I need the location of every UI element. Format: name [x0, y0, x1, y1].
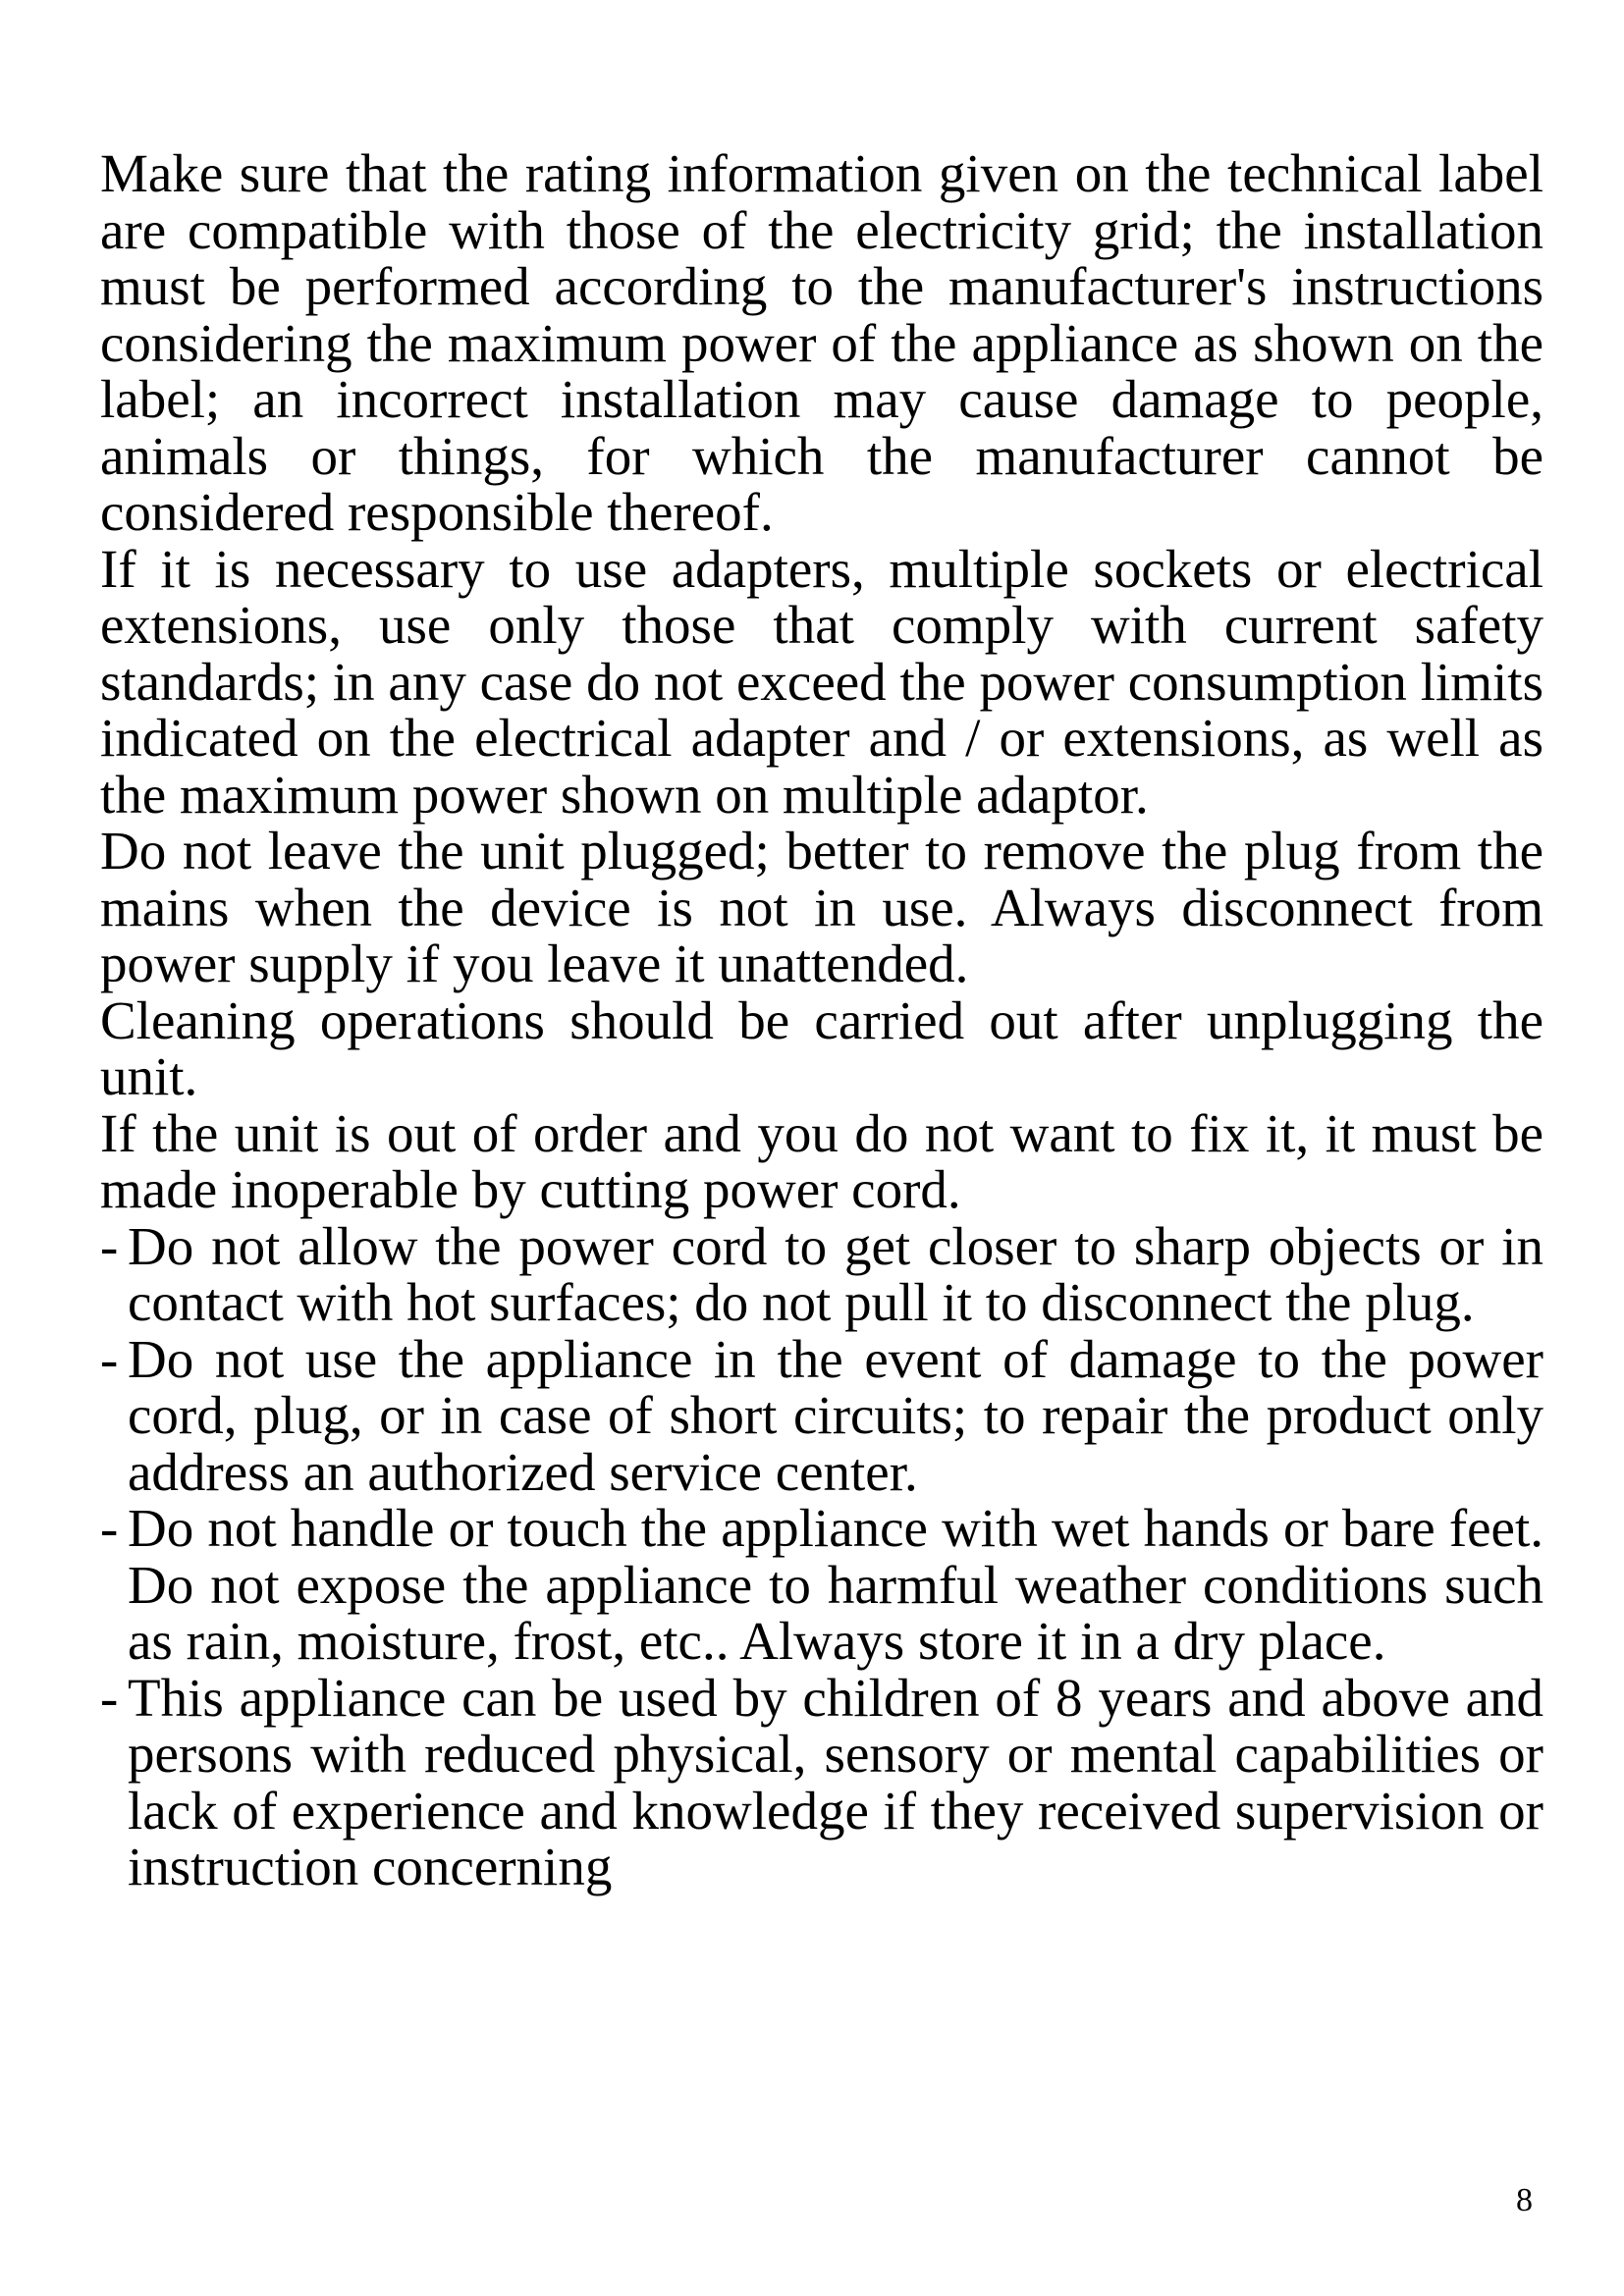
list-item [100, 1500, 1543, 1670]
bullet-text: Do not allow the power cord to get closer to sharp objects or in contact with hot surfaces; do not pull it to disconnect the plug. [128, 1215, 1543, 1332]
list-item [100, 1667, 1543, 1896]
body-text [100, 145, 1543, 1896]
bullet-dash: - [100, 1667, 119, 1728]
bullet-dash: - [100, 1215, 119, 1276]
paragraph-rating-information: Make sure that the rating information given on the technical label are compatible with those of the electricity grid; the installation must be performed according to the manufacturer's instructions considering the maximum power of the appliance as shown on the label; an incorrect installation may cause damage to people, animals or things, for which the manufacturer cannot be considered responsible thereof. [100, 143, 1543, 542]
page-number: 8 [1516, 2182, 1533, 2218]
paragraph-cleaning: Cleaning operations should be carried out after unplugging the unit. [100, 989, 1543, 1106]
safety-bullet-list [100, 1215, 1543, 1896]
paragraph-out-of-order: If the unit is out of order and you do not want to fix it, it must be made inoperable by cutting power cord. [100, 1102, 1543, 1219]
bullet-text: Do not use the appliance in the event of damage to the power cord, plug, or in case of short circuits; to repair the product only address an authorized service center. [128, 1328, 1543, 1502]
bullet-text: Do not handle or touch the appliance with wet hands or bare feet. Do not expose the appliance to harmful weather conditions such as rain, moisture, frost, etc.. Always store it in a dry place. [128, 1498, 1543, 1671]
list-item [100, 1215, 1543, 1332]
bullet-dash: - [100, 1328, 119, 1389]
bullet-text: This appliance can be used by children of 8 years and above and persons with reduced physical, sensory or mental capabilities or lack of experience and knowledge if they received supervision or instruction concerning [128, 1667, 1543, 1896]
paragraph-unplug: Do not leave the unit plugged; better to remove the plug from the mains when the device is not in use. Always disconnect from power supply if you leave it unattended. [100, 821, 1543, 993]
bullet-dash: - [100, 1498, 119, 1558]
list-item [100, 1328, 1543, 1502]
paragraph-adapters: If it is necessary to use adapters, multiple sockets or electrical extensions, use only those that comply with current safety standards; in any case do not exceed the power consumption limits indicated on the electrical adapter and / or extensions, as well as the maximum power shown on multiple adaptor. [100, 538, 1543, 825]
